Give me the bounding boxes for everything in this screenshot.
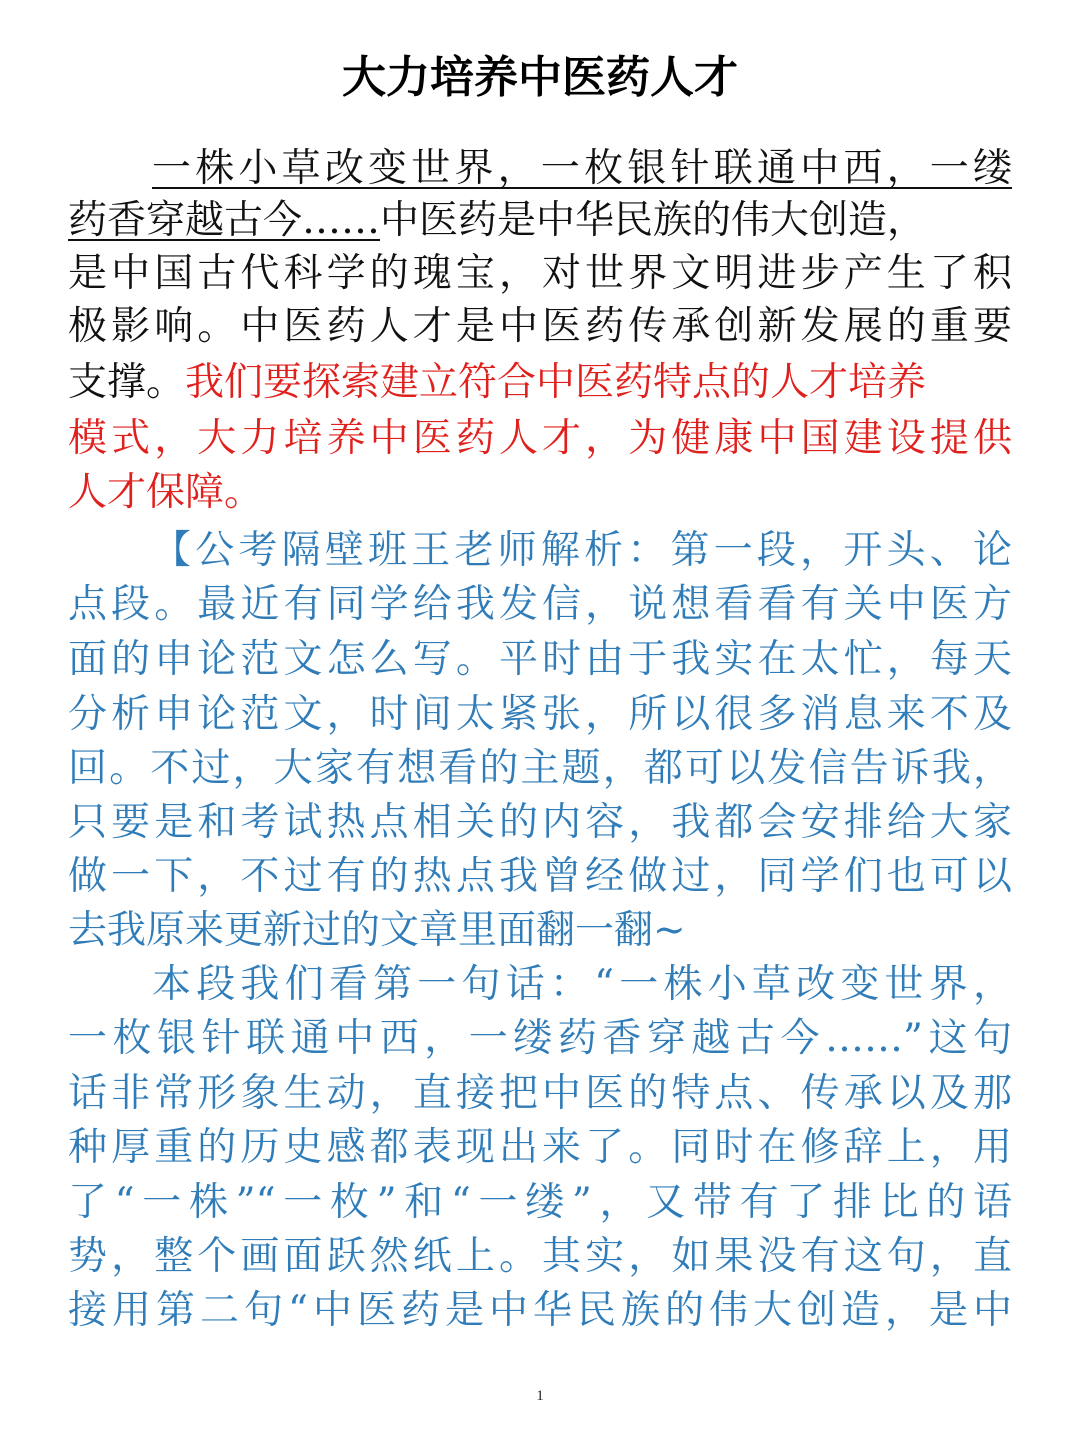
body-text: 中医药是中华民族的伟大创造， bbox=[380, 198, 927, 243]
para1-line-3: 是中国古代科学的瑰宝，对世界文明进步产生了积 bbox=[68, 251, 1012, 296]
highlight-text: 我们要探索建立符合中医药特点的人才培养 bbox=[185, 360, 927, 405]
para3-line-1: 本段我们看第一句话：“一株小草改变世界， bbox=[152, 962, 1012, 1007]
para2-line-8: 去我原来更新过的文章里面翻一翻~ bbox=[68, 908, 686, 953]
para1-line-1 bbox=[152, 140, 1012, 198]
page-number: 1 bbox=[536, 1388, 544, 1404]
para1-line-5 bbox=[68, 354, 1012, 412]
para2-line-1: 【公考隔壁班王老师解析：第一段，开头、论 bbox=[152, 528, 1012, 573]
para2-line-4: 分析申论范文，时间太紧张，所以很多消息来不及 bbox=[68, 692, 1012, 737]
para2-line-7: 做一下，不过有的热点我曾经做过，同学们也可以 bbox=[68, 854, 1012, 899]
para2-line-6: 只要是和考试热点相关的内容，我都会安排给大家 bbox=[68, 800, 1012, 845]
para1-line-7: 人才保障。 bbox=[68, 470, 264, 515]
para2-line-3: 面的申论范文怎么写。平时由于我实在太忙，每天 bbox=[68, 637, 1012, 682]
para3-line-7: 接用第二句“中医药是中华民族的伟大创造，是中 bbox=[68, 1288, 1012, 1333]
para1-line-6: 模式，大力培养中医药人才，为健康中国建设提供 bbox=[68, 416, 1012, 461]
para3-line-4: 种厚重的历史感都表现出来了。同时在修辞上，用 bbox=[68, 1125, 1012, 1170]
underlined-text: 一株小草改变世界，一枚银针联通中西，一缕 bbox=[152, 146, 1012, 191]
document-title: 大力培养中医药人才 bbox=[342, 52, 738, 103]
para1-line-4: 极影响。中医药人才是中医药传承创新发展的重要 bbox=[68, 304, 1012, 349]
para3-line-5: 了“一株”“一枚”和“一缕”，又带有了排比的语 bbox=[68, 1180, 1012, 1225]
para2-line-5: 回。不过，大家有想看的主题，都可以发信告诉我， bbox=[68, 746, 1012, 791]
para3-line-3: 话非常形象生动，直接把中医的特点、传承以及那 bbox=[68, 1071, 1012, 1116]
para3-line-6: 势，整个画面跃然纸上。其实，如果没有这句，直 bbox=[68, 1234, 1012, 1279]
para2-line-2: 点段。最近有同学给我发信，说想看看有关中医方 bbox=[68, 582, 1012, 627]
body-text: 支撑。 bbox=[68, 360, 186, 405]
para3-line-2: 一枚银针联通中西，一缕药香穿越古今……”这句 bbox=[68, 1016, 1012, 1061]
underlined-text: 药香穿越古今…… bbox=[68, 198, 381, 243]
para1-line-2 bbox=[68, 192, 1012, 250]
